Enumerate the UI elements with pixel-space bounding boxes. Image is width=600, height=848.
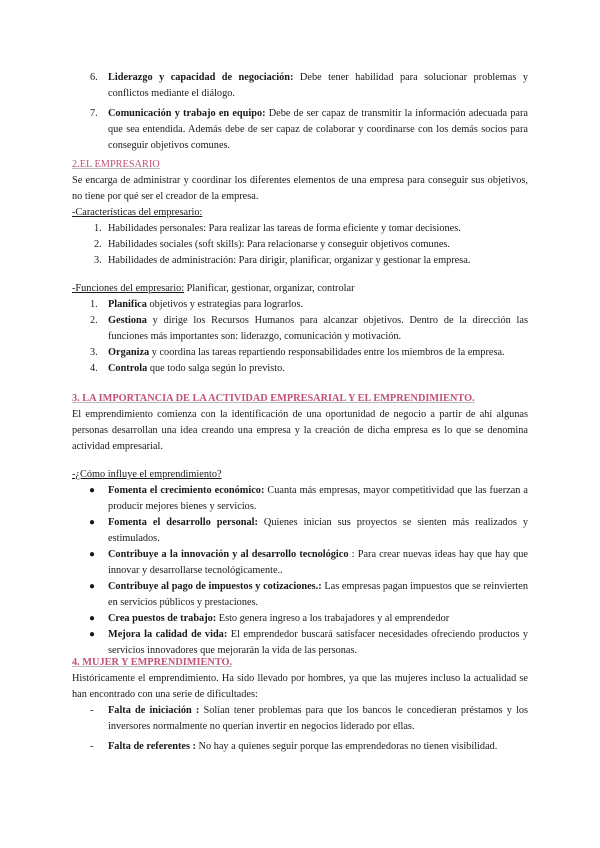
item-text: que todo salga según lo previsto. xyxy=(147,363,285,374)
bullet-item xyxy=(72,515,528,547)
bullet-marker: ● xyxy=(89,629,96,640)
dash-item xyxy=(72,703,528,735)
section-intro: Históricamente el emprendimiento. Ha sido llevado por hombres, ya que las mujeres incluso la actualidad se han encontrado con una serie de dificultades: xyxy=(72,673,528,700)
section-empresario xyxy=(72,157,528,377)
list-number: 1. xyxy=(90,299,98,310)
item-title: Organiza xyxy=(108,347,150,358)
bullet-item xyxy=(72,547,528,579)
item-title: Mejora la calidad de vida: xyxy=(108,629,228,640)
item-text: Debe de ser capaz de transmitir la información adecuada para que sea entendida. Además debe de ser capaz de colaborar y coordinarse con los demás socios para conseguir objetivos comunes. xyxy=(108,108,528,151)
item-text: No hay a quienes seguir porque las emprendedoras no tienen visibilidad. xyxy=(195,741,498,752)
item-text: Cuanta más empresas, mayor competitividad que las fuerzan a producir mejores bienes y servicios. xyxy=(108,485,528,512)
item-text: Habilidades personales: Para realizar las tareas de forma eficiente y tomar decisiones. xyxy=(108,223,461,234)
item-title: Falta de iniciación : xyxy=(108,705,200,716)
item-text: Habilidades sociales (soft skills): Para relacionarse y conseguir objetivos comunes. xyxy=(108,239,450,250)
top-list xyxy=(72,70,528,154)
item-title: Fomenta el crecimiento económico: xyxy=(108,485,265,496)
subheading: -Características del empresario: xyxy=(72,207,203,218)
bullet-marker: ● xyxy=(89,485,96,496)
bullet-item xyxy=(72,611,528,627)
subheading: -Funciones del empresario: xyxy=(72,283,185,294)
section-intro: El emprendimiento comienza con la identificación de una oportunidad de negocio a partir de ahí algunas personas desarrollan una idea creando una empresa y la creación de dicha empresa es lo que se denomina actividad empresarial. xyxy=(72,409,528,452)
item-text: Habilidades de administración: Para dirigir, planificar, organizar y gestionar la empresa. xyxy=(108,255,471,266)
item-text: Las empresas pagan impuestos que se reinvierten en servicios públicos y prestaciones. xyxy=(108,581,528,608)
list-number: 7. xyxy=(90,108,98,119)
list-item xyxy=(72,297,528,313)
item-title: Fomenta el desarrollo personal: xyxy=(108,517,258,528)
item-text: : Para crear nuevas ideas hay que hay que innovar y desarrollarse tecnológicamente.. xyxy=(108,549,528,576)
item-text: Solían tener problemas para que los bancos le concedieran préstamos y los inversores normalmente no querían invertir en negocios liderado por ellas. xyxy=(108,705,528,732)
item-text: y dirige los Recursos Humanos para alcanzar objetivos. Dentro de la dirección las funciones más importantes son: liderazgo, comunicación y motivación. xyxy=(108,315,528,342)
bullet-marker: ● xyxy=(89,613,96,624)
section-heading: 2.EL EMPRESARIO xyxy=(72,159,160,170)
section-mujer xyxy=(72,655,528,755)
list-number: 4. xyxy=(90,363,98,374)
list-number: 3. xyxy=(94,255,102,266)
bullet-item xyxy=(72,579,528,611)
item-title: Falta de referentes : xyxy=(108,741,196,752)
bullet-marker: ● xyxy=(89,549,96,560)
dash-marker: - xyxy=(90,705,94,716)
dash-item xyxy=(72,739,528,755)
item-title: Controla xyxy=(108,363,148,374)
list-number: 6. xyxy=(90,72,98,83)
item-title: Comunicación y trabajo en equipo: xyxy=(108,108,266,119)
functions-line xyxy=(72,281,528,297)
bullet-marker: ● xyxy=(89,517,96,528)
item-title: Gestiona xyxy=(108,315,147,326)
item-title: Crea puestos de trabajo: xyxy=(108,613,217,624)
bullet-item xyxy=(72,483,528,515)
item-text: Esto genera ingreso a los trabajadores y al emprendedor xyxy=(216,613,450,624)
item-text: y coordina las tareas repartiendo responsabilidades entre los miembros de la empresa. xyxy=(149,347,505,358)
list-number: 2. xyxy=(90,315,98,326)
list-number: 2. xyxy=(94,239,102,250)
section-intro: Se encarga de administrar y coordinar los diferentes elementos de una empresa para conseguir sus objetivos, no tiene por qué ser el creador de la empresa. xyxy=(72,175,528,202)
list-item xyxy=(72,70,528,102)
list-item xyxy=(72,237,528,253)
list-item xyxy=(72,106,528,154)
item-text: objetivos y estrategias para lograrlos. xyxy=(146,299,304,310)
section-importancia xyxy=(72,391,528,659)
list-number: 3. xyxy=(90,347,98,358)
list-item xyxy=(72,221,528,237)
item-title: Liderazgo y capacidad de negociación: xyxy=(108,72,294,83)
list-item xyxy=(72,253,528,269)
bullet-marker: ● xyxy=(89,581,96,592)
item-title: Contribuye al pago de impuestos y cotizaciones.: xyxy=(108,581,322,592)
item-title: Contribuye a la innovación y al desarrollo tecnológico xyxy=(108,549,349,560)
subheading: -¿Cómo influye el emprendimiento? xyxy=(72,469,222,480)
section-heading: 4. MUJER Y EMPRENDIMIENTO. xyxy=(72,657,233,668)
item-title: Planifica xyxy=(108,299,147,310)
item-text: Quienes inician sus proyectos se sienten más realizados y estimulados. xyxy=(108,517,528,544)
functions-summary: Planificar, gestionar, organizar, controlar xyxy=(184,283,355,294)
list-number: 1. xyxy=(94,223,102,234)
list-item xyxy=(72,361,528,377)
item-text: Debe tener habilidad para solucionar problemas y conflictos mediante el diálogo. xyxy=(108,72,529,99)
item-text: El emprendedor buscará satisfacer necesidades ofreciendo productos y servicios innovadores que mejorarán la vida de las personas. xyxy=(108,629,528,656)
list-item xyxy=(72,313,528,345)
section-heading: 3. LA IMPORTANCIA DE LA ACTIVIDAD EMPRESARIAL Y EL EMPRENDIMIENTO. xyxy=(72,393,475,404)
list-item xyxy=(72,345,528,361)
dash-marker: - xyxy=(90,741,94,752)
